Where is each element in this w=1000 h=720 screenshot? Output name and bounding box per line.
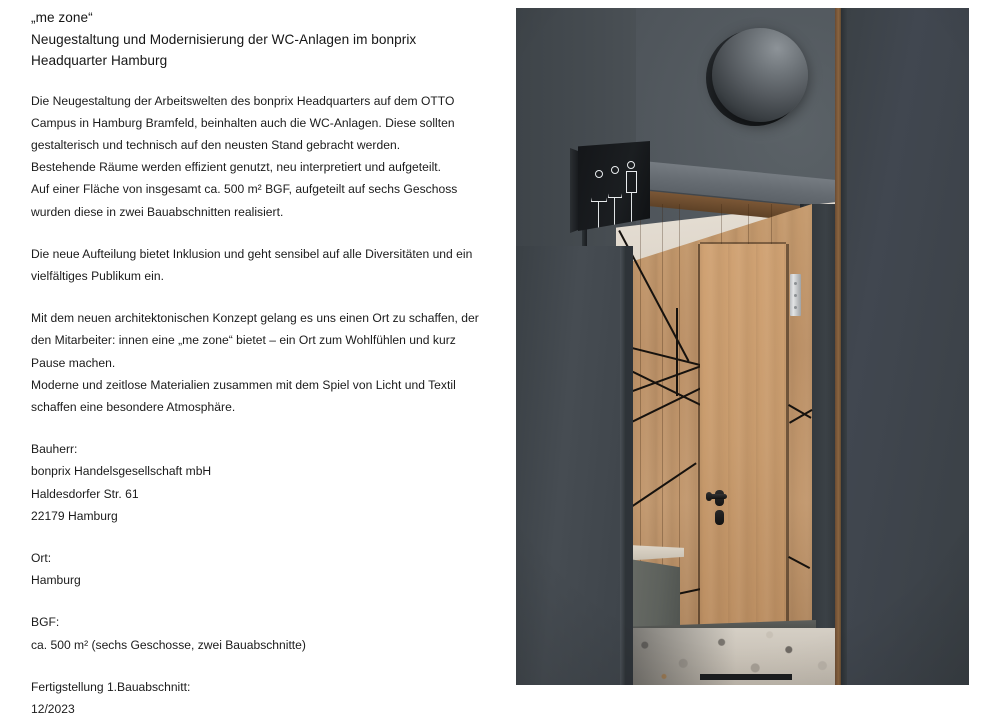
paragraph-line: Pause machen. bbox=[31, 355, 116, 370]
bauherr-name: bonprix Handelsgesellschaft mbH bbox=[31, 464, 212, 479]
project-photo bbox=[516, 8, 969, 685]
bauherr-city: 22179 Hamburg bbox=[31, 508, 118, 523]
ort-value: Hamburg bbox=[31, 573, 81, 588]
project-description-column bbox=[31, 7, 491, 716]
page-title bbox=[31, 7, 491, 72]
facts-ort bbox=[31, 547, 491, 591]
title-line-3: Headquarter Hamburg bbox=[31, 53, 168, 68]
ort-label: Ort: bbox=[31, 550, 52, 565]
paragraph-intro bbox=[31, 90, 491, 223]
paragraph-concept bbox=[31, 307, 491, 418]
paragraph-line: Campus in Hamburg Bramfeld, beinhalten auch die WC-Anlagen. Diese sollten bbox=[31, 115, 455, 130]
paragraph-line: vielfältiges Publikum ein. bbox=[31, 268, 164, 283]
paragraph-line: Die Neugestaltung der Arbeitswelten des bonprix Headquarters auf dem OTTO bbox=[31, 93, 455, 108]
paragraph-inclusion bbox=[31, 243, 491, 287]
paragraph-line: Auf einer Fläche von insgesamt ca. 500 m² BGF, aufgeteilt auf sechs Geschoss bbox=[31, 182, 458, 197]
title-line-1: „me zone“ bbox=[31, 10, 93, 25]
fertigstellung-value: 12/2023 bbox=[31, 701, 75, 716]
bgf-value: ca. 500 m² (sechs Geschosse, zwei Bauabschnitte) bbox=[31, 637, 306, 652]
paragraph-line: Moderne und zeitlose Materialien zusammen mit dem Spiel von Licht und Textil bbox=[31, 377, 456, 392]
bauherr-label: Bauherr: bbox=[31, 442, 78, 457]
facts-fertigstellung bbox=[31, 676, 491, 720]
photo-vignette bbox=[516, 8, 969, 685]
paragraph-line: wurden diese in zwei Bauabschnitten realisiert. bbox=[31, 204, 284, 219]
facts-bauherr bbox=[31, 438, 491, 527]
title-line-2: Neugestaltung und Modernisierung der WC-Anlagen im bonprix bbox=[31, 31, 417, 47]
fertigstellung-label: Fertigstellung 1.Bauabschnitt: bbox=[31, 679, 191, 694]
paragraph-line: Mit dem neuen architektonischen Konzept gelang es uns einen Ort zu schaffen, der bbox=[31, 311, 479, 326]
facts-bgf bbox=[31, 611, 491, 655]
bauherr-street: Haldesdorfer Str. 61 bbox=[31, 486, 139, 501]
paragraph-line: gestalterisch und technisch auf den neusten Stand gebracht werden. bbox=[31, 137, 401, 152]
paragraph-line: den Mitarbeiter: innen eine „me zone“ bietet – ein Ort zum Wohlfühlen und kurz bbox=[31, 333, 456, 348]
paragraph-line: Bestehende Räume werden effizient genutzt, neu interpretiert und aufgeteilt. bbox=[31, 160, 442, 175]
paragraph-line: schaffen eine besondere Atmosphäre. bbox=[31, 399, 236, 414]
paragraph-line: Die neue Aufteilung bietet Inklusion und geht sensibel auf alle Diversitäten und ein bbox=[31, 246, 473, 261]
bgf-label: BGF: bbox=[31, 615, 60, 630]
